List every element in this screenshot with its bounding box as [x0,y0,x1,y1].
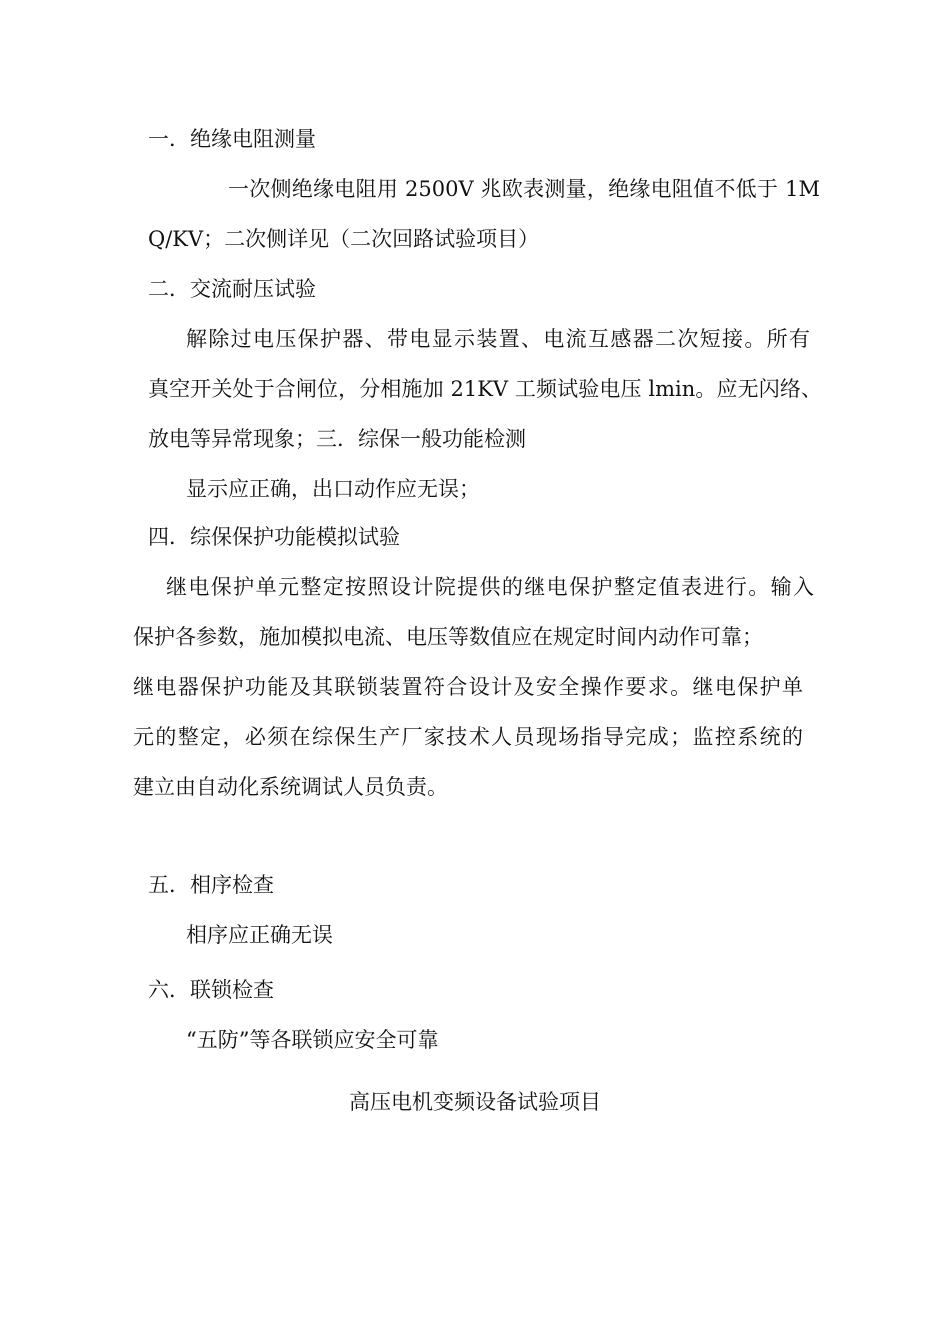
paragraph-line: 真空开关处于合闸位，分相施加 21KV 工频试验电压 lmin。应无闪络、 [148,377,822,401]
paragraph-line: 解除过电压保护器、带电显示装置、电流互感器二次短接。所有 [186,327,810,351]
section-heading: 二．交流耐压试验 [148,277,316,301]
paragraph-line: 一次侧绝缘电阻用 2500V 兆欧表测量，绝缘电阻值不低于 1M [228,177,820,201]
paragraph-line: 保护各参数，施加模拟电流、电压等数值应在规定时间内动作可靠； [133,625,763,649]
section-heading: 五．相序检查 [148,873,274,897]
paragraph-line: 相序应正确无误 [186,923,333,947]
paragraph-line: “五防”等各联锁应安全可靠 [186,1028,439,1052]
paragraph-line: 放电等异常现象；三．综保一般功能检测 [148,427,526,451]
paragraph-line: 建立由自动化系统调试人员负责。 [133,775,448,799]
centered-title: 高压电机变频设备试验项目 [349,1090,601,1114]
paragraph-line: Q/KV；二次侧详见（二次回路试验项目） [148,227,540,251]
section-heading: 六．联锁检查 [148,978,274,1002]
section-heading: 四．综保保护功能模拟试验 [148,525,400,549]
section-heading: 一．绝缘电阻测量 [148,127,316,151]
paragraph-line: 元的整定，必须在综保生产厂家技术人员现场指导完成；监控系统的 [133,725,803,749]
paragraph-line: 继电保护单元整定按照设计院提供的继电保护整定值表进行。输入 [166,575,814,599]
paragraph-line: 显示应正确，出口动作应无误； [186,477,480,501]
paragraph-line: 继电器保护功能及其联锁装置符合设计及安全操作要求。继电保护单 [133,675,803,699]
